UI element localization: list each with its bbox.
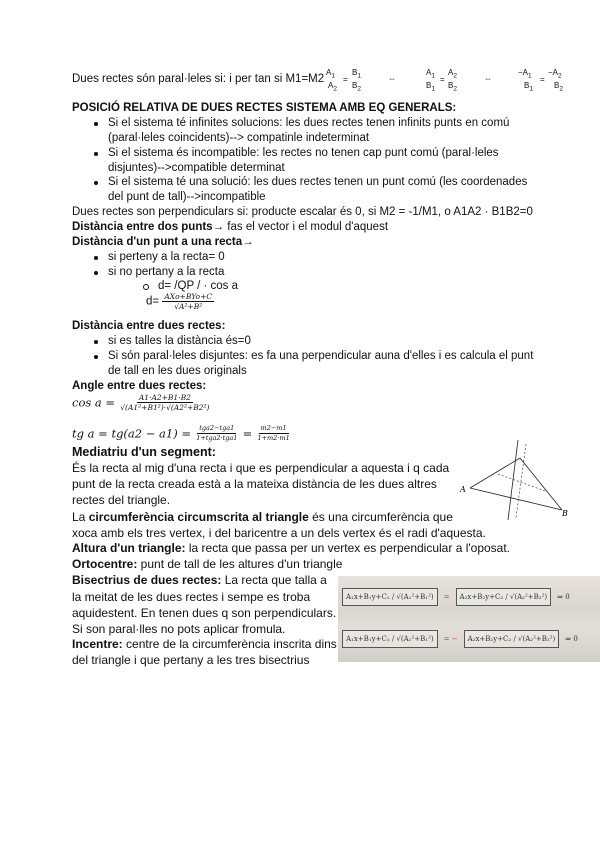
tg-formula: tg a = tg(a2 − a1) = $\frac{\text{tga2−tga1}}{\text{1+tga2·tga1}}$ = $\frac{m2-m1}{1+m2\cdot m1}$ — [72, 424, 290, 442]
bullet-icon — [94, 152, 98, 156]
altura-line: Altura d'un triangle: la recta que passa per un vertex es perpendicular a l'oposat. — [72, 541, 511, 555]
bisectrius-paragraph: la meitat de les dues rectes i sempe es troba aquidestent. En tenen dues q son perpendiculars. Si son paral·lles no pots aplicar fromula. — [72, 590, 337, 636]
equivalence-icon: ⇔ — [484, 74, 492, 83]
bullet-text: (paral·leles coincidents)--> compatinle indeterminat — [108, 132, 370, 144]
bullet-icon — [94, 181, 98, 185]
distance-points-title: Distància entre dos punts — [72, 221, 213, 233]
bullet-text: si no pertany a la recta — [108, 266, 225, 278]
bullet-text: Si el sistema té una solució: les dues rectes tenen un punt comú (les coordenades — [108, 176, 528, 188]
bullet-icon — [94, 256, 98, 260]
relative-position-heading: POSICIÓ RELATIVA DE DUES RECTES SISTEMA AMB EQ GENERALS: — [72, 102, 457, 114]
circumscribed-line-2: xoca amb els tres vertex, i del baricentre a un dels vertex és el radi d'aquesta. — [72, 526, 486, 540]
circle-bullet-icon — [143, 284, 149, 290]
distance-formula: d= $\frac{\text{AXo+BYo+C}}{\text{√A²+B²}}$ — [146, 292, 213, 311]
diagram-label-a: A — [460, 485, 466, 494]
ortocentre-line: Ortocentre: punt de tall de les altures d'un triangle — [72, 557, 343, 571]
bullet-icon — [94, 122, 98, 126]
distance-point-line-heading: Distància d'un punt a una recta→ — [72, 236, 254, 248]
parallel-ratio-formula: $A_1$ $A_2$ = $B_1$ $B_2$ ⇔ $A_1$ $B_1$ = $A_2$ $B_2$ ⇔ $-A_1$ $B_1$ = $-A_2$ $B_2$ — [326, 68, 563, 93]
distance-formula-text: d= /QP / · cos a — [158, 280, 239, 292]
bullet-text: disjuntes)-->compatible determinat — [108, 162, 285, 174]
bullet-text: si es talles la distància és=0 — [108, 335, 251, 347]
bullet-icon — [94, 340, 98, 344]
angle-heading: Angle entre dues rectes: — [72, 380, 207, 392]
circumscribed-line: La circumferència circumscrita al triangle és una circumferència que — [72, 510, 453, 524]
parallel-condition-text: Dues rectes són paral·leles si: i per tan si M1=M2 — [72, 73, 325, 85]
bullet-text: Si el sistema és incompatible: les rectes no tenen cap punt comú (paral·leles — [108, 147, 499, 159]
bullet-icon — [94, 355, 98, 359]
bullet-icon — [94, 271, 98, 275]
bullet-text: Si són paral·leles disjuntes: es fa una perpendicular auna d'elles i es calcula el punt — [108, 350, 534, 362]
distance-lines-heading: Distància entre dues rectes: — [72, 320, 226, 332]
mediatriu-paragraph: És la recta al mig d'una recta i que es perpendicular a aquesta i q cada punt de la recta creada està a la mateixa distància de les dues altres rectes del triangle. — [72, 461, 450, 507]
mediatriu-heading: Mediatriu d'un segment: — [72, 445, 216, 459]
bullet-text: Si el sistema té infinites solucions: les dues rectes tenen infinits punts en comú — [108, 117, 510, 129]
diagram-label-b: B — [562, 509, 568, 518]
bullet-text: de tall en les dues originals — [108, 365, 247, 377]
perpendicular-text: Dues rectes son perpendiculars si: producte escalar és 0, si M2 = -1/M1, o A1A2 · B1B2=0 — [72, 206, 533, 218]
distance-points-line: Distància entre dos punts→ fas el vector i el modul d'aquest — [72, 221, 389, 233]
equivalence-icon: ⇔ — [388, 74, 396, 83]
cos-formula: cos a = $\frac{A1\cdot A2+B1\cdot B2}{\text{√(A1²+B1²)·√(A2²+B2²)}}$ — [72, 393, 210, 412]
bisector-formula-photo: A₁x+B₁y+C₁ / √(A₁²+B₁²) = A₂x+B₂y+C₂ / √(A₂²+B₂²) ⇒ 0 A₁x+B₁y+C₁ / √(A₁²+B₁²) = − A₂x+B₂y+C₂ / √(A₂²+B₂²) ⇒ 0 — [338, 576, 600, 662]
bisectrius-line: Bisectrius de dues rectes: La recta que talla a — [72, 573, 327, 587]
bullet-text: si perteny a la recta= 0 — [108, 251, 225, 263]
incentre-line: Incentre: centre de la circumferència inscrita dins — [72, 637, 337, 651]
bullet-text: del punt de tall)-->incompatible — [108, 191, 266, 203]
mediatriu-diagram — [458, 438, 570, 522]
incentre-line-2: del triangle i que pertany a les tres bisectrius — [72, 653, 310, 667]
